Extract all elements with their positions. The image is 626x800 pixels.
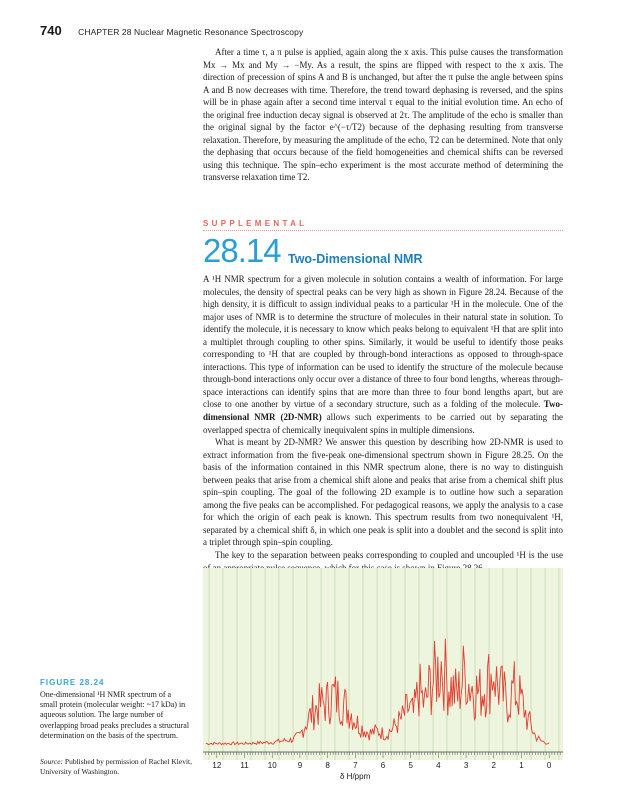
section-body bbox=[203, 273, 563, 574]
chapter-title: CHAPTER 28 Nuclear Magnetic Resonance Spectroscopy bbox=[78, 27, 304, 37]
supplemental-label: SUPPLEMENTAL bbox=[203, 219, 308, 228]
section-title: Two-Dimensional NMR bbox=[288, 252, 423, 266]
paragraph-1-text: A ¹H NMR spectrum for a given molecule in solution contains a wealth of information. For large molecules, the density of spectral peaks can be very high as shown in Figure 28.24. Because of the high density, it is difficult to assign individual peaks to a particular ¹H in the molecule. One of the major uses of NMR is to determine the structure of molecules in their natural state in solution. To identify the molecule, it is necessary to know which peaks belong to equivalent ¹H that are split into a multiplet through coupling to other spins. Similarly, it would be useful to identify those peaks corresponding to ¹H that are coupled by through-bond interactions as opposed to through-space interactions. This type of information can be used to identify the structure of the molecule because through-bond interactions only occur over a distance of three to four bond lengths, whereas through-space interactions can identify spins that are more than three to four bond lengths apart, but are close to one another by virtue of a secondary structure, such as a folding of the molecule. bbox=[203, 274, 563, 410]
x-axis-label: δ H/ppm bbox=[340, 772, 371, 781]
nmr-spectrum-plot bbox=[203, 568, 563, 760]
x-tick-label: 5 bbox=[408, 761, 413, 770]
x-tick-label: 0 bbox=[546, 761, 552, 770]
x-tick-label: 10 bbox=[267, 761, 277, 770]
source-text: Published by permission of Rachel Klevit, University of Washington. bbox=[40, 757, 192, 776]
paragraph-3: The key to the separation between peaks corresponding to coupled and uncoupled ¹H is the use bbox=[215, 550, 563, 561]
x-tick-label: 9 bbox=[297, 761, 303, 770]
x-tick-label: 3 bbox=[463, 761, 469, 770]
x-tick-label: 8 bbox=[325, 761, 330, 770]
x-tick-label: 1 bbox=[519, 761, 524, 770]
running-header bbox=[40, 22, 606, 36]
paragraph-1-end: allows such experiments to be carried out by separating the overlapped spectra of chemically inequivalent spins in multiple dimensions. bbox=[203, 412, 564, 435]
intro-text bbox=[203, 46, 563, 184]
x-tick-label: 11 bbox=[240, 761, 249, 770]
x-tick-label: 12 bbox=[212, 761, 222, 770]
paragraph-1 bbox=[203, 273, 563, 436]
source-label: Source: bbox=[40, 757, 64, 766]
section-number: 28.14 bbox=[203, 232, 281, 269]
page-number: 740 bbox=[40, 23, 62, 38]
figure-caption: One-dimensional ¹H NMR spectrum of a small protein (molecular weight: ~17 kDa) in aqueous solution. The large number of overlapping broad peaks precludes a structural determination on the basis of the spectrum. bbox=[40, 690, 190, 740]
term-2d-nmr: Two-dimensional NMR (2D-NMR) bbox=[203, 399, 563, 423]
x-tick-label: 6 bbox=[380, 761, 386, 770]
x-tick-label: 2 bbox=[491, 761, 496, 770]
figure-label: FIGURE 28.24 bbox=[40, 678, 105, 687]
paragraph-2: What is meant by 2D-NMR? We answer this question by describing how 2D-NMR is used to extract information from the five-peak one-dimensional spectrum shown in Figure 28.25. On the basis of the information contained in this NMR spectrum alone, there is no way to distinguish between peaks that arise from a chemical shift alone and peaks that arise from a chemical shift plus spin–spin coupling. The goal of the following 2D example is to outline how such a separation among the five peaks can be accomplished. For pedagogical reasons, we apply the analysis to a case for which the origin of each peak is known. This spectrum results from two nonequivalent ¹H, separated by a chemical shift δ, in which one peak is split into a doublet and the second is split into a triplet through spin–spin coupling. bbox=[203, 437, 563, 548]
x-tick-label: 4 bbox=[436, 761, 441, 770]
intro-paragraph: After a time τ, a π pulse is applied, again along the x axis. This pulse causes the transformation Mx → Mx and My → −My. As a result, the spins are flipped with respect to the x axis. The direction of precession of spins A and B is unchanged, but after the π pulse the angle between spins A and B now decreases with time. Therefore, the trend toward dephasing is reversed, and the spins will be in phase again after a second time interval τ equal to the initial evolution time. An echo of the original free induction decay signal is observed at 2τ. The amplitude of the echo is smaller than the original signal by the factor e^(−τ/T2) because of the dephasing resulting from transverse relaxation. Therefore, by measuring the amplitude of the echo, T2 can be determined. Note that only the dephasing that occurs because of the field homogeneities and chemical shifts can be reversed using this technique. The spin–echo experiment is the most accurate method of determining the transverse relaxation time T2. bbox=[203, 47, 563, 183]
nmr-spectrum-figure bbox=[203, 568, 563, 760]
x-tick-label: 7 bbox=[353, 761, 358, 770]
figure-source bbox=[40, 757, 192, 776]
